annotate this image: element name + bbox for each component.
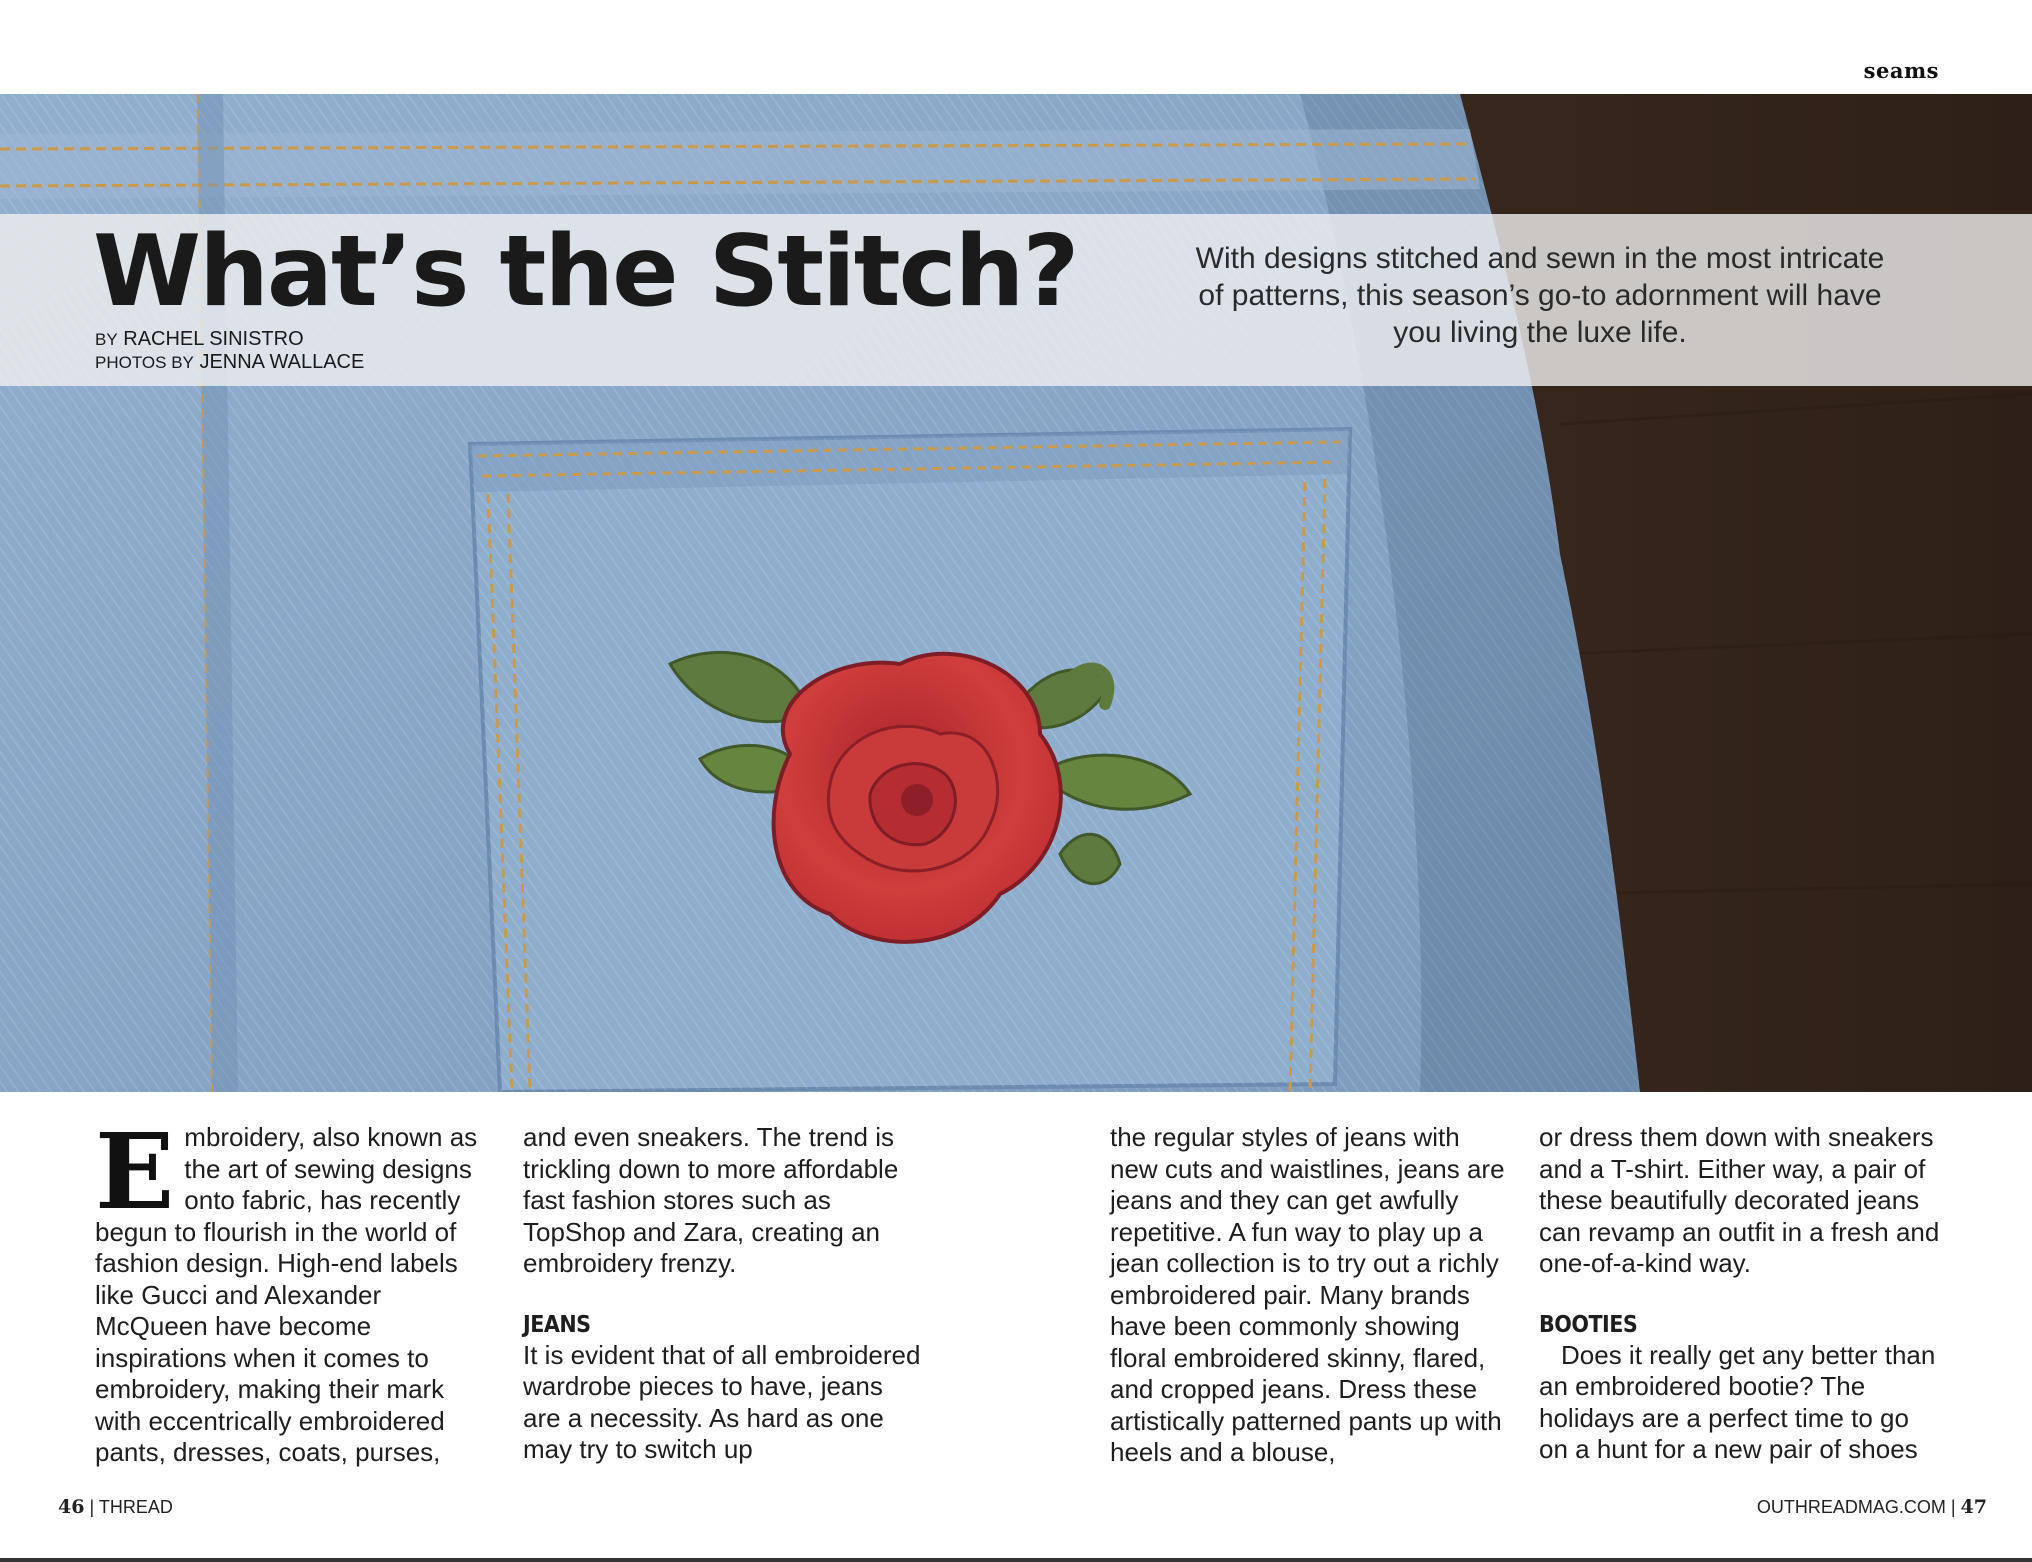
column-3-text: the regular styles of jeans with new cuts and waistlines, jeans are jeans and they can get awfully repetitive. A fun way to play up a jean collection is to try out a richly embroidered pair. Many brands have been commonly showing floral embroidered skinny, flared, and cropped jeans. Dress these artistically patterned pants up with heels and a blouse, [1110,1122,1505,1467]
folio-right [1757,1496,1987,1518]
body-column-2 [523,1122,925,1466]
page-edge-rule [0,1558,2032,1562]
photos-prefix: PHOTOS BY [95,353,194,372]
folio-separator: | [1950,1497,1956,1517]
folio-separator: | [89,1497,95,1517]
byline-prefix: BY [95,330,118,349]
column-2-text-2: It is evident that of all embroidered wardrobe pieces to have, jeans are a necessity. As hard as one may try to switch up [523,1339,921,1464]
magazine-name: THREAD [98,1497,173,1517]
page-number-right: 47 [1960,1496,1987,1518]
author-name: RACHEL SINISTRO [123,328,304,350]
column-2-text-1: and even sneakers. The trend is trickling down to more affordable fast fashion stores such as TopShop and Zara, creating an embroidery frenzy. [523,1122,899,1278]
article-title: What’s the Stitch? [93,215,1078,329]
article-dek: With designs stitched and sewn in the most intricate of patterns, this season’s go-to adornment will have you living the luxe life. [1195,242,1885,349]
photographer-name: JENNA WALLACE [199,351,365,373]
magazine-website: OUTHREADMAG.COM [1756,1497,1946,1517]
drop-cap: E [95,1110,175,1233]
body-column-3 [1110,1122,1512,1469]
byline [95,328,364,374]
folio-left [58,1496,173,1518]
column-1-text: mbroidery, also known as the art of sewing designs onto fabric, has recently begun to flourish in the world of fashion design. High-end labels like Gucci and Alexander McQueen have become inspirations when it comes to embroidery, making their mark with eccentrically embroidered pants, dresses, coats, purses, [95,1122,478,1467]
body-column-1 [95,1110,497,1469]
subhead-booties: BOOTIES [1539,1311,1638,1338]
body-column-4 [1539,1122,1941,1466]
column-4-text-1: or dress them down with sneakers and a T-shirt. Either way, a pair of these beautifully decorated jeans can revamp an outfit in a fresh and one-of-a-kind way. [1539,1122,1940,1278]
section-label: seams [1863,58,1939,83]
subhead-jeans: JEANS [523,1311,591,1338]
page-number-left: 46 [58,1496,85,1518]
column-4-text-2: Does it really get any better than an embroidered bootie? The holidays are a perfect time to go on a hunt for a new pair of shoes [1539,1339,1936,1464]
